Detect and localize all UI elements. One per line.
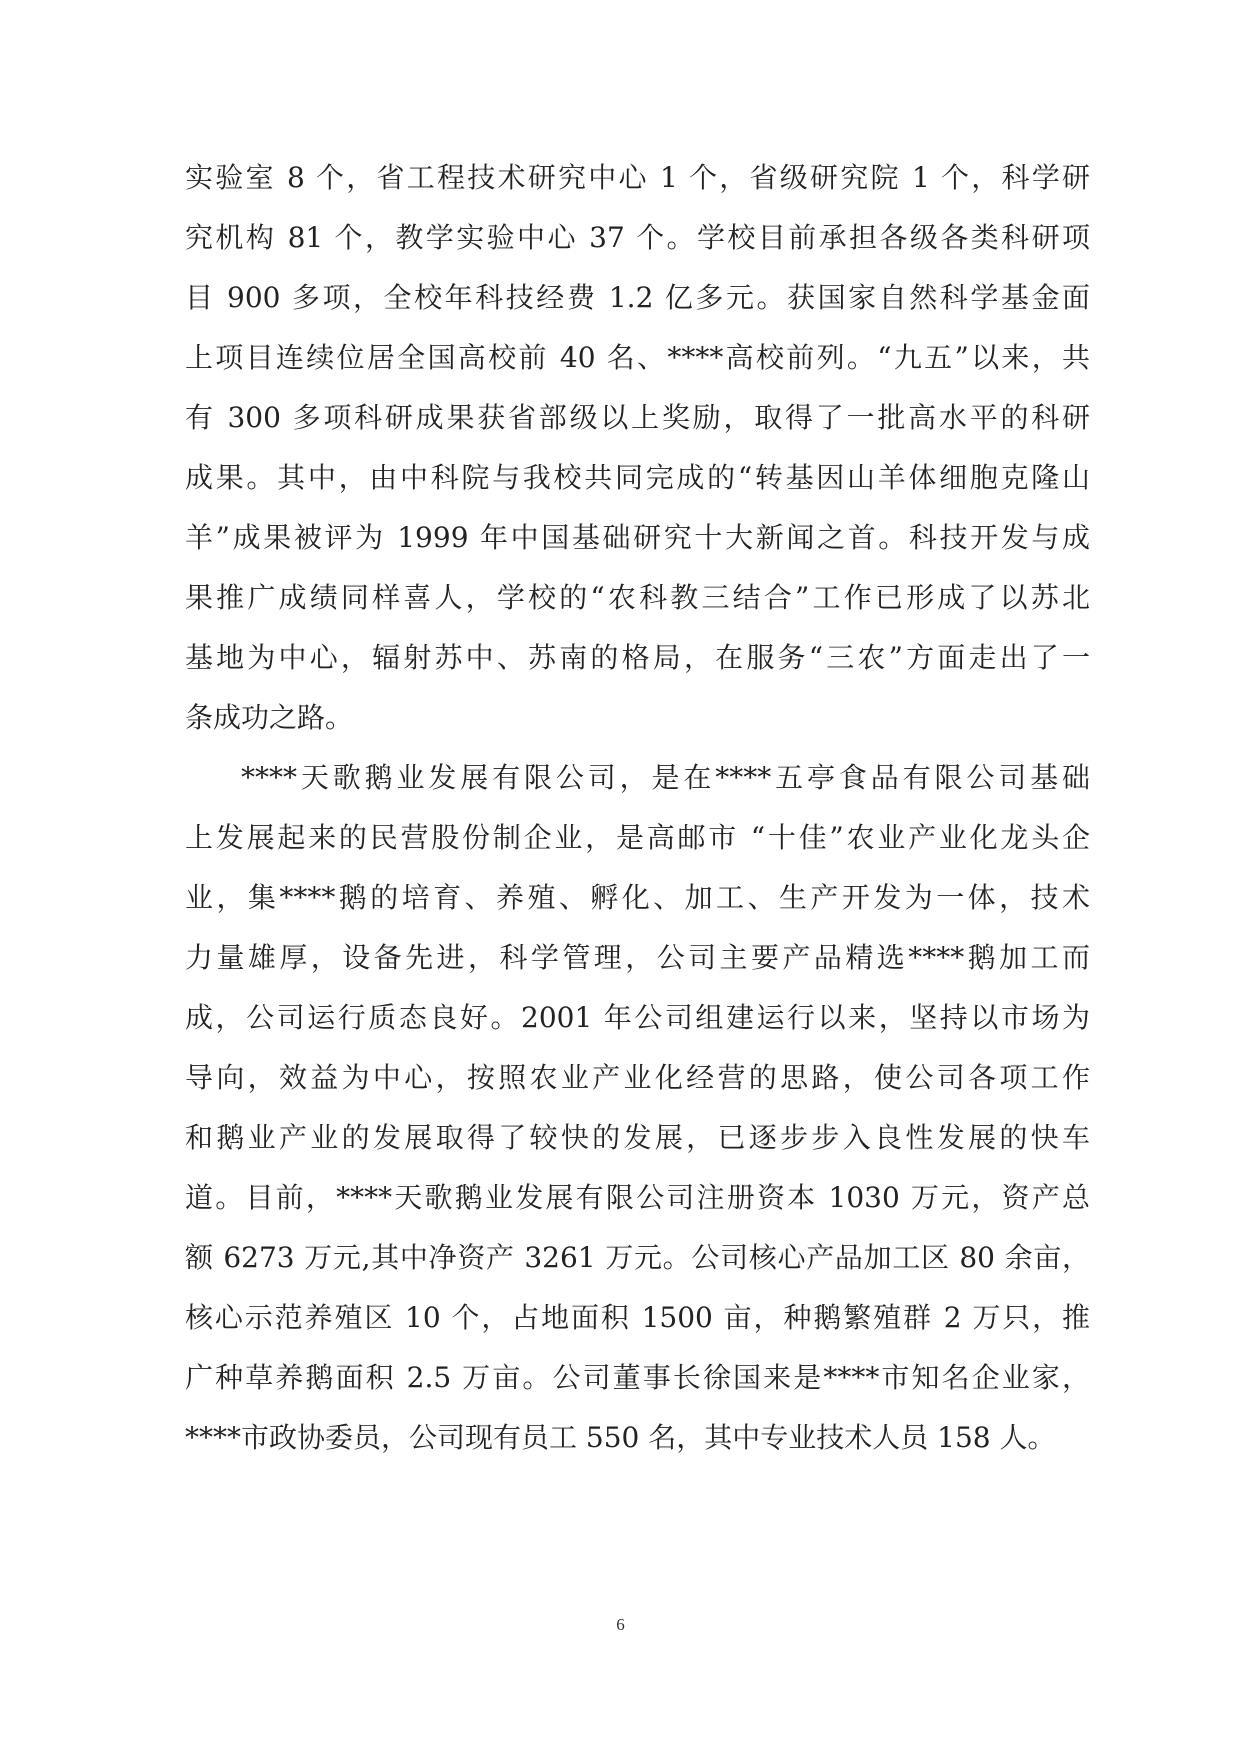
- text-line: 核心示范养殖区 10 个，占地面积 1500 亩，种鹅繁殖群 2 万只，推: [185, 1301, 1090, 1334]
- text-line: 上发展起来的民营股份制企业，是高邮市 “十佳”农业产业化龙头企: [185, 821, 1090, 854]
- text-line: 究机构 81 个，教学实验中心 37 个。学校目前承担各级各类科研项: [185, 221, 1090, 254]
- text-line: 成，公司运行质态良好。2001 年公司组建运行以来，坚持以市场为: [185, 1001, 1090, 1034]
- text-line: 广种草养鹅面积 2.5 万亩。公司董事长徐国来是****市知名企业家，: [185, 1361, 1090, 1394]
- text-line: 条成功之路。: [185, 701, 354, 734]
- paragraph-2: [185, 748, 1090, 1468]
- text-line: 道。目前，****天歌鹅业发展有限公司注册资本 1030 万元，资产总: [185, 1181, 1090, 1214]
- text-line: 成果。其中，由中科院与我校共同完成的“转基因山羊体细胞克隆山: [185, 461, 1090, 494]
- text-line: 上项目连续位居全国高校前 40 名、****高校前列。“九五”以来，共: [185, 341, 1090, 374]
- text-line: 有 300 多项科研成果获省部级以上奖励，取得了一批高水平的科研: [185, 401, 1090, 434]
- paragraph-1: [185, 148, 1090, 748]
- text-line: 额 6273 万元,其中净资产 3261 万元。公司核心产品加工区 80 余亩，: [185, 1241, 1090, 1274]
- text-line: ****天歌鹅业发展有限公司，是在****五亭食品有限公司基础: [241, 761, 1090, 794]
- text-line: 基地为中心，辐射苏中、苏南的格局，在服务“三农”方面走出了一: [185, 641, 1090, 674]
- text-line: 实验室 8 个，省工程技术研究中心 1 个，省级研究院 1 个，科学研: [185, 161, 1090, 194]
- text-line: ****市政协委员，公司现有员工 550 名，其中专业技术人员 158 人。: [185, 1421, 1056, 1454]
- text-line: 业，集****鹅的培育、养殖、孵化、加工、生产开发为一体，技术: [185, 881, 1090, 914]
- page-number: 6: [616, 1615, 625, 1634]
- text-line: 果推广成绩同样喜人，学校的“农科教三结合”工作已形成了以苏北: [185, 581, 1090, 614]
- text-line: 目 900 多项，全校年科技经费 1.2 亿多元。获国家自然科学基金面: [185, 281, 1090, 314]
- text-line: 力量雄厚，设备先进，科学管理，公司主要产品精选****鹅加工而: [185, 941, 1090, 974]
- text-line: 和鹅业产业的发展取得了较快的发展，已逐步步入良性发展的快车: [185, 1121, 1090, 1154]
- text-line: 羊”成果被评为 1999 年中国基础研究十大新闻之首。科技开发与成: [185, 521, 1090, 554]
- text-line: 导向，效益为中心，按照农业产业化经营的思路，使公司各项工作: [185, 1061, 1090, 1094]
